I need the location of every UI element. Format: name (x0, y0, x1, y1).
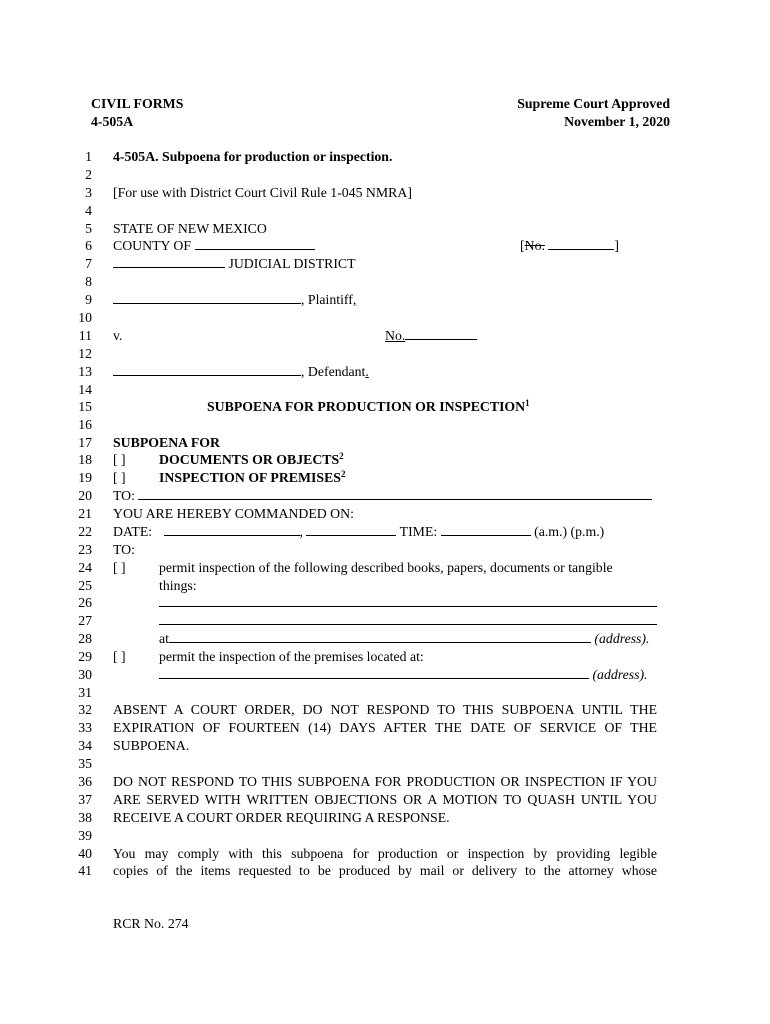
line-number: 36 (78, 774, 92, 789)
line-number: 31 (78, 685, 92, 700)
address-blank[interactable] (169, 630, 591, 643)
line-number: 25 (78, 578, 92, 593)
premises-option-label: INSPECTION OF PREMISES (159, 470, 341, 485)
permit-books-text-2: things: (159, 578, 197, 593)
time-label: TIME: (399, 524, 438, 539)
plaintiff-line (113, 291, 356, 308)
judicial-district-line (113, 255, 356, 272)
line-number: 30 (78, 667, 92, 682)
line-number: 10 (78, 310, 92, 325)
permit-premises-text: permit the inspection of the premises located at: (159, 649, 424, 664)
date-time-line (113, 523, 604, 540)
subpoena-title-text: SUBPOENA FOR PRODUCTION OR INSPECTION (207, 399, 526, 414)
county-blank[interactable] (195, 237, 315, 250)
line-number: 14 (78, 382, 92, 397)
line-number: 23 (78, 542, 92, 557)
line-number: 34 (78, 738, 92, 753)
books-checkbox[interactable]: [ ] (113, 560, 126, 575)
plaintiff-label: , Plaintiff (301, 292, 353, 307)
rule-note: [For use with District Court Civil Rule 1-045 NMRA] (113, 185, 412, 200)
county-line (113, 237, 315, 254)
header-approval: Supreme Court Approved (517, 96, 670, 111)
premises-inspect-checkbox[interactable]: [ ] (113, 649, 126, 664)
year-blank[interactable] (306, 523, 396, 536)
subpoena-for-label: SUBPOENA FOR (113, 435, 220, 450)
time-blank[interactable] (441, 523, 531, 536)
bracket-close: ] (614, 238, 619, 253)
case-number-struck: No. (524, 238, 545, 253)
items-blank-1[interactable] (159, 594, 657, 607)
line-number: 1 (85, 149, 92, 164)
date-blank[interactable] (164, 523, 300, 536)
subpoena-title (207, 398, 530, 415)
defendant-label: , Defendant (301, 364, 366, 379)
line-number: 2 (85, 167, 92, 182)
header-form-series: CIVIL FORMS (91, 96, 184, 111)
documents-option (159, 451, 344, 468)
comply-text-1: You may comply with this subpoena for production or inspection by providing legible (113, 846, 657, 861)
at-label: at (159, 631, 169, 646)
header-form-number: 4-505A (91, 114, 134, 129)
line-number: 12 (78, 346, 92, 361)
line-number: 9 (85, 292, 92, 307)
line-number: 29 (78, 649, 92, 664)
documents-footnote: 2 (339, 451, 344, 461)
case-number-bracket-blank[interactable] (548, 237, 614, 250)
premises-option (159, 469, 345, 486)
comply-text-2: copies of the items requested to be produced by mail or delivery to the attorney whose (113, 863, 657, 878)
county-label: COUNTY OF (113, 238, 192, 253)
line-number: 6 (85, 238, 92, 253)
footer-rcr-number: RCR No. 274 (113, 916, 189, 931)
address-label-2: (address). (592, 667, 648, 682)
to-line (113, 487, 652, 504)
case-number-label: No. (385, 328, 406, 343)
to-blank[interactable] (138, 487, 652, 500)
line-number: 19 (78, 470, 92, 485)
line-number: 40 (78, 846, 92, 861)
line-number: 7 (85, 256, 92, 271)
address-label: (address). (594, 631, 650, 646)
defendant-line (113, 363, 369, 380)
line-number: 15 (78, 399, 92, 414)
documents-option-label: DOCUMENTS OR OBJECTS (159, 452, 340, 467)
case-number-bracketed (520, 237, 619, 254)
warning-paragraph-1: ABSENT A COURT ORDER, DO NOT RESPOND TO THIS SUBPOENA UNTIL THE EXPIRATION OF FOURTEEN (14) DAYS AFTER THE DATE OF SERVICE OF THE SUBPOENA. (113, 702, 657, 753)
line-number: 32 (78, 702, 92, 717)
plaintiff-mark: , (352, 292, 357, 307)
premises-footnote: 2 (340, 469, 346, 479)
premises-address-line (159, 666, 648, 683)
to-label: TO: (113, 488, 135, 503)
permit-books-text: permit inspection of the following described books, papers, documents or tangible (159, 560, 613, 575)
case-number-line (385, 327, 477, 344)
line-number: 18 (78, 452, 92, 467)
line-number: 33 (78, 720, 92, 735)
warning-paragraph-2: DO NOT RESPOND TO THIS SUBPOENA FOR PRODUCTION OR INSPECTION IF YOU ARE SERVED WITH WRITTEN OBJECTIONS OR A MOTION TO QUASH UNTIL YOU RECEIVE A COURT ORDER REQUIRING A RESPONSE. (113, 774, 657, 825)
line-number: 24 (78, 560, 92, 575)
defendant-mark: . (365, 364, 369, 379)
line-number: 27 (78, 613, 92, 628)
plaintiff-blank[interactable] (113, 291, 301, 304)
line-number: 8 (85, 274, 92, 289)
line-number: 16 (78, 417, 92, 432)
premises-address-blank[interactable] (159, 666, 589, 679)
judicial-district-label: JUDICIAL DISTRICT (228, 256, 356, 271)
bracket-open: [ (520, 238, 525, 253)
line-number: 38 (78, 810, 92, 825)
line-number: 3 (85, 185, 92, 200)
date-label: DATE: (113, 524, 153, 539)
line-number: 5 (85, 221, 92, 236)
case-number-blank[interactable] (405, 327, 477, 340)
defendant-blank[interactable] (113, 363, 301, 376)
line-number: 41 (78, 863, 92, 878)
line-number: 28 (78, 631, 92, 646)
commanded-label: YOU ARE HEREBY COMMANDED ON: (113, 506, 354, 521)
district-blank[interactable] (113, 255, 225, 268)
line-number: 11 (78, 328, 92, 343)
line-number: 37 (78, 792, 92, 807)
line-number: 35 (78, 756, 92, 771)
header-approval-date: November 1, 2020 (564, 114, 670, 129)
line-number: 13 (78, 364, 92, 379)
versus-label: v. (113, 328, 123, 343)
at-address-line (159, 630, 649, 647)
state-label: STATE OF NEW MEXICO (113, 221, 267, 236)
line-number: 22 (78, 524, 92, 539)
items-blank-2[interactable] (159, 612, 657, 625)
documents-checkbox[interactable]: [ ] (113, 452, 126, 467)
line-number: 17 (78, 435, 92, 450)
line-number: 39 (78, 828, 92, 843)
line-number: 20 (78, 488, 92, 503)
title-footnote: 1 (525, 398, 530, 408)
line-number: 21 (78, 506, 92, 521)
line-number: 26 (78, 595, 92, 610)
ampm-options[interactable]: (a.m.) (p.m.) (534, 524, 605, 539)
date-comma: , (299, 524, 303, 539)
premises-checkbox[interactable]: [ ] (113, 470, 126, 485)
form-heading: 4-505A. Subpoena for production or inspection. (113, 149, 393, 164)
to-label-2: TO: (113, 542, 135, 557)
line-number: 4 (85, 203, 92, 218)
